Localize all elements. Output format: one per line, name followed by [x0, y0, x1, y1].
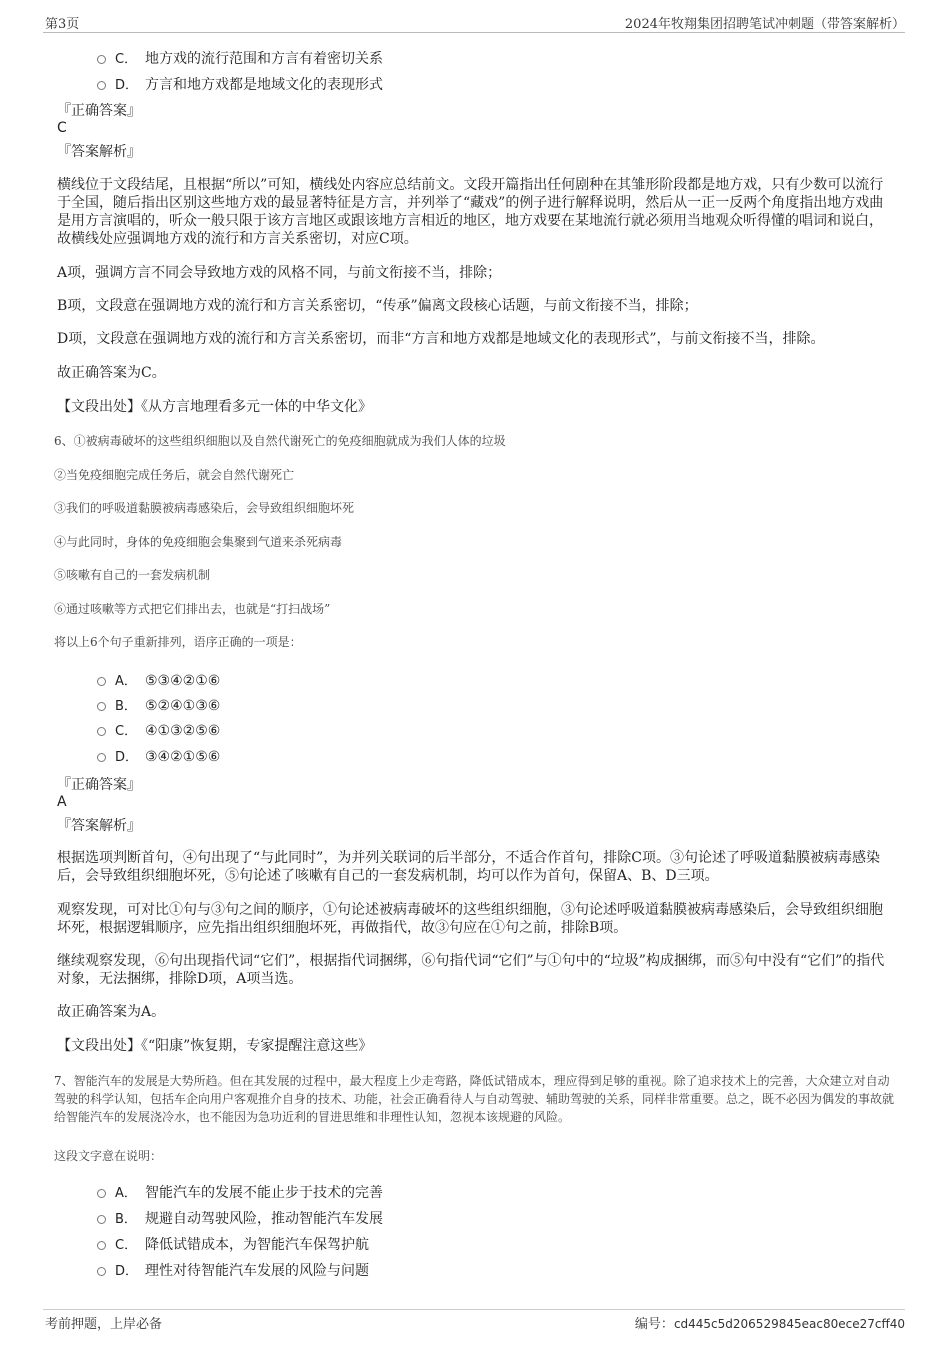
q6-option-b[interactable]: B． ⑤②④①③⑥ [97, 695, 220, 714]
radio-icon[interactable] [97, 1189, 106, 1198]
q6-answer-label: 『正确答案』 [57, 777, 141, 793]
q6-option-c[interactable]: C． ④①③②⑤⑥ [97, 720, 220, 739]
footer-divider [43, 1309, 905, 1310]
q5-analysis-a: A项，强调方言不同会导致地方戏的风格不同，与前文衔接不当，排除； [57, 265, 502, 281]
q6-analysis-1: 根据选项判断首句，④句出现了“与此同时”，为并列关联词的后半部分，不适合作首句，排除C项。③句论述了呼吸道黏膜被病毒感染后，会导致组织细胞坏死，⑤句论述了咳嗽有自己的一套发病机制，均可以作为首句，保留A、B、D三项。 [57, 850, 881, 884]
q6-analysis-3: 继续观察发现，⑥句出现指代词“它们”，根据指代词捆绑，⑥句指代词“它们”与①句中的“垃圾”构成捆绑，而⑤句中没有“它们”的指代对象，无法捆绑，排除D项，A项当选。 [57, 953, 885, 987]
footer-slogan: 考前押题，上岸必备 [45, 1317, 163, 1332]
q5-answer: C [57, 120, 67, 136]
q6-source: 【文段出处】《“阳康”恢复期，专家提醒注意这些》 [57, 1038, 373, 1054]
q5-option-c[interactable]: C． 地方戏的流行范围和方言有着密切关系 [97, 48, 383, 68]
page-number: 第3页 [45, 17, 80, 32]
q6-conclusion: 故正确答案为A。 [57, 1004, 166, 1020]
q7-option-d[interactable]: D． 理性对待智能汽车发展的风险与问题 [97, 1260, 369, 1280]
q5-conclusion: 故正确答案为C。 [57, 365, 166, 381]
radio-icon[interactable] [97, 1267, 106, 1276]
q6-prompt: 将以上6个句子重新排列，语序正确的一项是： [54, 635, 302, 649]
q5-analysis-label: 『答案解析』 [57, 144, 141, 160]
footer-code [635, 1313, 905, 1332]
q5-analysis-main: 横线位于文段结尾，且根据“所以”可知，横线处内容应总结前文。文段开篇指出任何剧种在其雏形阶段都是地方戏，只有少数可以流行于全国，随后指出区别这些地方戏的最显著特征是方言，并列举了“藏戏”的例子进行解释说明，然后从一正一反两个角度指出地方戏曲是用方言演唱的，听众一般只限于该方言地区或跟该地方言相近的地区，地方戏要在某地流行就必须用当地观众听得懂的唱词和说白，故横线处应强调地方戏的流行和方言关系密切，对应C项。 [57, 177, 884, 247]
radio-icon[interactable] [97, 753, 106, 762]
radio-icon[interactable] [97, 727, 106, 736]
q6-sentence-6: ⑥通过咳嗽等方式把它们排出去，也就是“打扫战场” [54, 602, 331, 616]
q6-option-a[interactable]: A． ⑤③④②①⑥ [97, 670, 220, 689]
header-divider [43, 32, 905, 33]
q5-source: 【文段出处】《从方言地理看多元一体的中华文化》 [57, 399, 372, 415]
radio-icon[interactable] [97, 1215, 106, 1224]
q6-option-d[interactable]: D． ③④②①⑤⑥ [97, 746, 220, 765]
q6-sentence-4: ④与此同时，身体的免疫细胞会集聚到气道来杀死病毒 [54, 535, 343, 549]
radio-icon[interactable] [97, 55, 106, 64]
radio-icon[interactable] [97, 677, 106, 686]
q6-sentence-5: ⑤咳嗽有自己的一套发病机制 [54, 568, 211, 582]
q7-stem: 7、智能汽车的发展是大势所趋。但在其发展的过程中，最大程度上少走弯路，降低试错成本，理应得到足够的重视。除了追求技术上的完善，大众建立对自动驾驶的科学认知，包括车企向用户客观推介自身的技术、功能，社会正确看待人与自动驾驶、辅助驾驶的关系，同样非常重要。总之，既不必因为偶发的事故就给智能汽车的发展浇冷水，也不能因为急功近利的冒进思维和非理性认知，忽视本该规避的风险。 [54, 1074, 895, 1124]
q6-sentence-1: 6、①被病毒破坏的这些组织细胞以及自然代谢死亡的免疫细胞就成为我们人体的垃圾 [54, 434, 506, 448]
radio-icon[interactable] [97, 1241, 106, 1250]
radio-icon[interactable] [97, 81, 106, 90]
q6-sentence-2: ②当免疫细胞完成任务后，就会自然代谢死亡 [54, 468, 295, 482]
q7-option-c[interactable]: C． 降低试错成本，为智能汽车保驾护航 [97, 1234, 369, 1254]
footer-code-value: cd445c5d206529845eac80ece27cff40 [673, 1317, 905, 1331]
footer-code-label: 编号： [634, 1317, 674, 1332]
q5-option-d[interactable]: D． 方言和地方戏都是地域文化的表现形式 [97, 74, 383, 94]
q7-option-a[interactable]: A． 智能汽车的发展不能止步于技术的完善 [97, 1182, 383, 1202]
q6-sentence-3: ③我们的呼吸道黏膜被病毒感染后，会导致组织细胞坏死 [54, 501, 355, 515]
q6-answer: A [57, 794, 67, 810]
q7-option-b[interactable]: B． 规避自动驾驶风险，推动智能汽车发展 [97, 1208, 383, 1228]
q5-answer-label: 『正确答案』 [57, 103, 141, 119]
q5-analysis-b: B项，文段意在强调地方戏的流行和方言关系密切，“传承”偏离文段核心话题，与前文衔接不当，排除； [57, 298, 698, 314]
q5-analysis-d: D项，文段意在强调地方戏的流行和方言关系密切，而非“方言和地方戏都是地域文化的表现形式”，与前文衔接不当，排除。 [57, 331, 825, 347]
q7-prompt: 这段文字意在说明： [54, 1149, 163, 1163]
document-title: 2024年牧翔集团招聘笔试冲刺题（带答案解析） [624, 17, 905, 32]
q6-analysis-2: 观察发现，可对比①句与③句之间的顺序，①句论述被病毒破坏的这些组织细胞，③句论述呼吸道黏膜被病毒感染后，会导致组织细胞坏死，根据逻辑顺序，应先指出组织细胞坏死，再做指代，故③句应在①句之前，排除B项。 [57, 902, 883, 936]
radio-icon[interactable] [97, 702, 106, 711]
q6-analysis-label: 『答案解析』 [57, 818, 141, 834]
